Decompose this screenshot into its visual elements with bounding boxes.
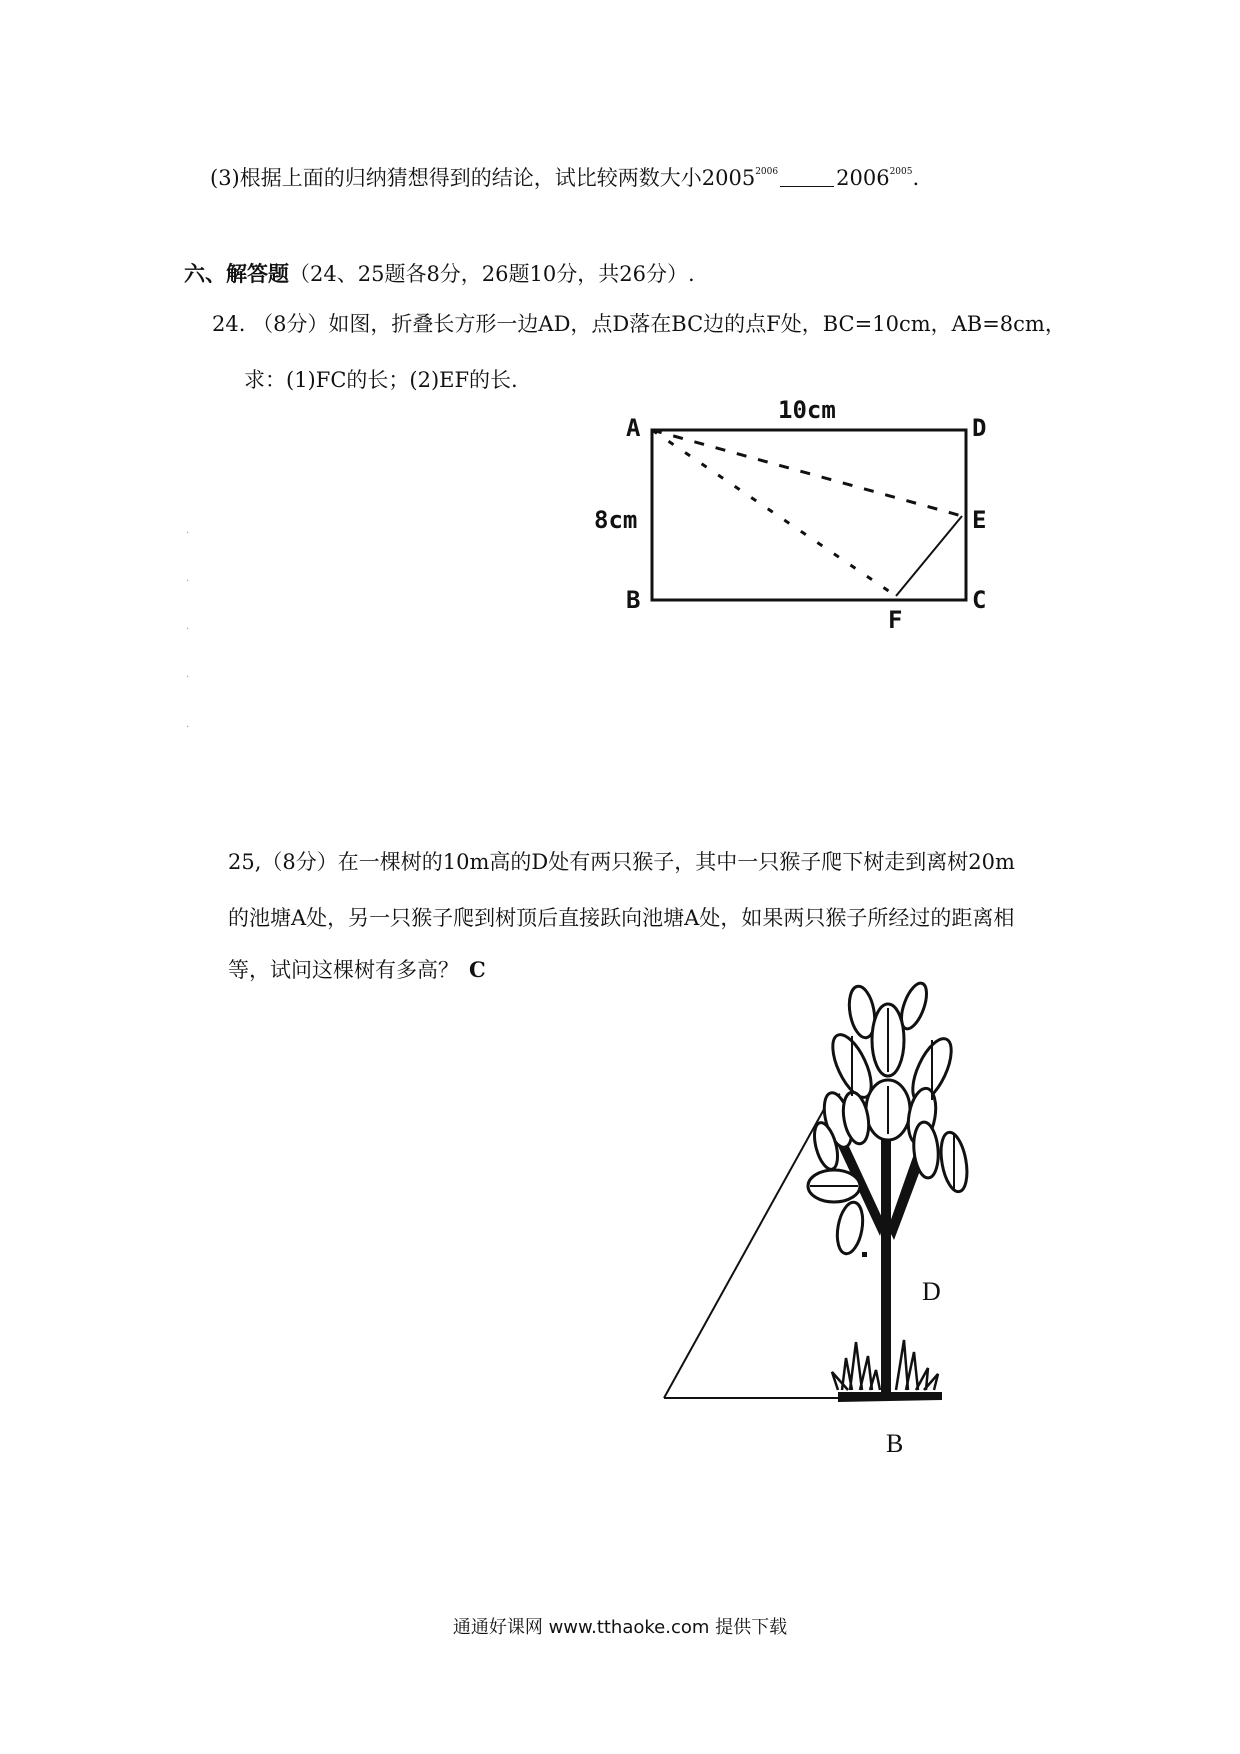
label-a: A (626, 414, 641, 442)
rectangle-figure (594, 396, 986, 634)
margin-dot: · (186, 672, 190, 683)
section-end: . (687, 262, 695, 286)
label-length: 10cm (778, 396, 836, 424)
rectangle-abcd (652, 430, 966, 600)
label-f: F (888, 606, 903, 634)
margin-dot: · (186, 528, 190, 539)
base-2: 2006 (836, 166, 890, 190)
tree-trunk (881, 1130, 891, 1398)
tree-figure (664, 980, 971, 1458)
label-b: B (626, 586, 641, 614)
base-1: 2005 (701, 166, 756, 190)
question-25-line-2: 的池塘A处，另一只猴子爬到树顶后直接跃向池塘A处，如果两只猴子所经过的距离相 (228, 906, 1015, 930)
question-24-line-2: 求：(1)FC的长；(2)EF的长. (244, 368, 518, 392)
label-width: 8cm (594, 506, 638, 534)
question-3-text: (3)根据上面的归纳猜想得到的结论，试比较两数大小 (210, 166, 702, 190)
segment-ef (896, 516, 962, 596)
question-3-end: . (912, 166, 920, 190)
label-d: D (922, 1277, 941, 1306)
label-d: D (972, 414, 987, 442)
label-b: B (886, 1429, 904, 1458)
margin-dot: · (186, 576, 190, 587)
question-25-line-1: 25,（8分）在一棵树的10m高的D处有两只猴子，其中一只猴子爬下树走到离树20m (228, 850, 1015, 874)
fold-line-af (652, 430, 896, 596)
question-25-mark: C (469, 957, 486, 982)
label-e: E (972, 506, 987, 534)
jump-path-line (664, 1102, 828, 1398)
question-25-line-3-text: 等，试问这棵树有多高？ (228, 958, 459, 982)
exponent-1: 2006 (755, 167, 779, 177)
section-title: 六、解答题 (184, 261, 289, 286)
margin-dot: · (186, 624, 190, 635)
exponent-2: 2005 (889, 167, 913, 177)
label-c: C (972, 586, 987, 614)
margin-dot: · (186, 722, 190, 733)
section-note: （24、25题各8分，26题10分，共26分） (289, 262, 688, 286)
question-24-line-1: 24. （8分）如图，折叠长方形一边AD，点D落在BC边的点F处，BC=10cm，AB=8cm， (212, 312, 1066, 336)
page-footer: 通通好课网 www.tthaoke.com 提供下载 (452, 1617, 788, 1638)
fold-line-ae (652, 430, 962, 516)
